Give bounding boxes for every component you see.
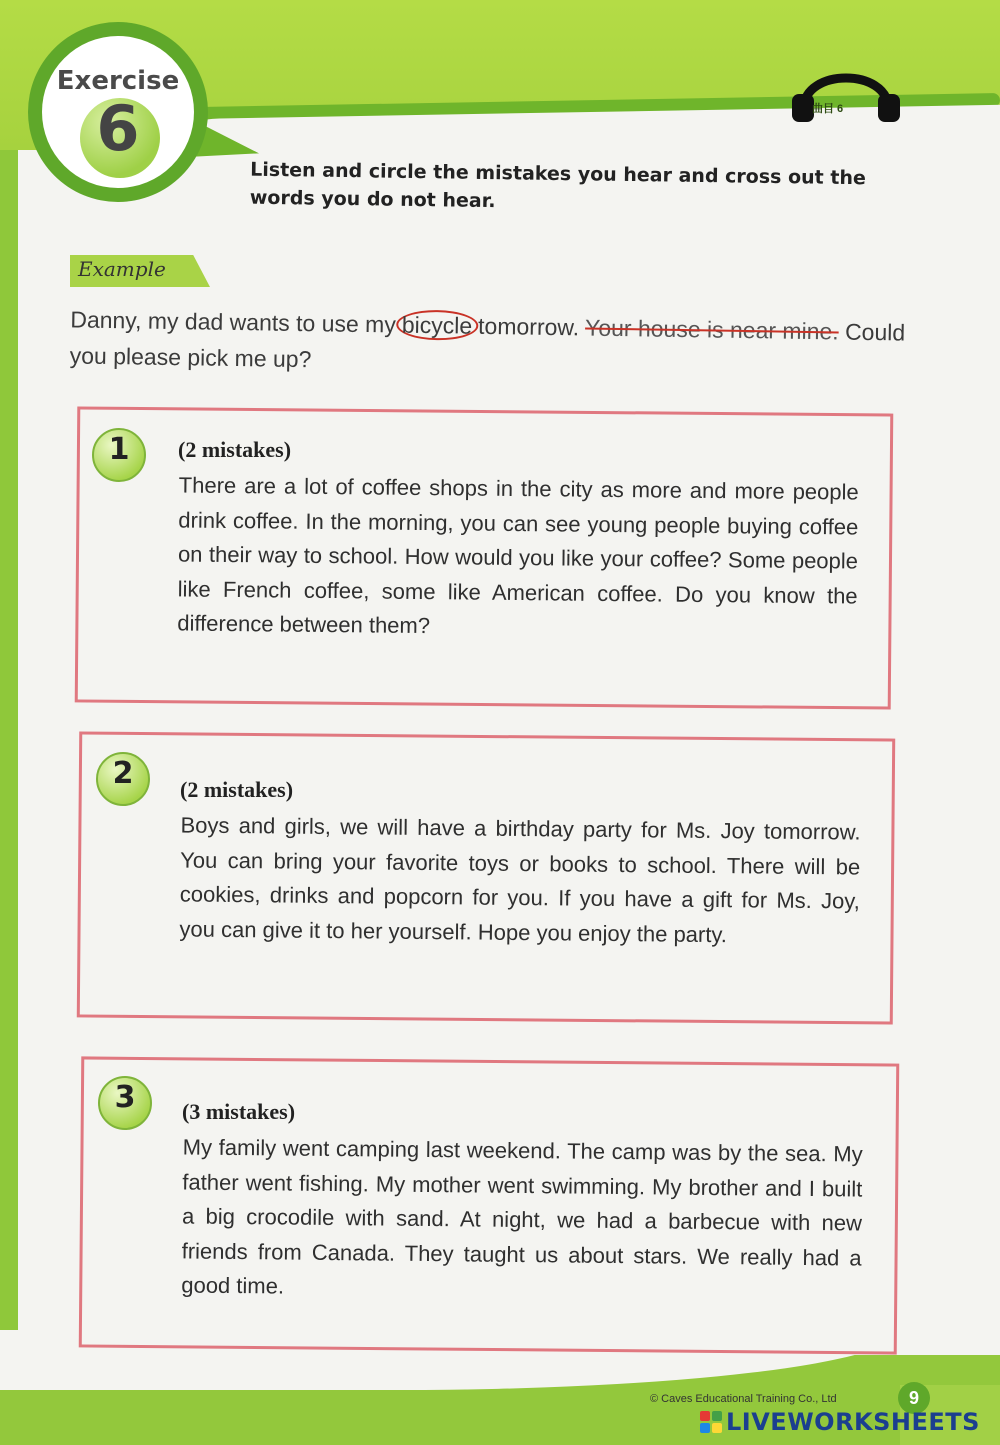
page-number: 9 <box>898 1382 930 1414</box>
example-ending: Could you please pick me up? <box>69 318 906 373</box>
exercise-label: Exercise <box>56 66 180 96</box>
passage-number-3: 3 <box>114 1080 136 1115</box>
example-circled-word: bicycle <box>396 310 479 341</box>
passage-mistakes-1: (2 mistakes) <box>178 437 292 462</box>
example-label: Example <box>78 257 166 281</box>
track-label: 曲目 6 <box>812 103 844 115</box>
passage-number-2: 2 <box>112 756 134 791</box>
headphones-icon[interactable] <box>786 50 906 125</box>
liveworksheets-wordmark: LIVEWORKSHEETS <box>726 1408 980 1436</box>
passage-text-3: My family went camping last weekend. The camp was by the sea. My father went fishing. My mother went swimming. My brother and I built a big crocodile with sand. At night, we had a barbecue with new friends from Canada. They taught us about stars. We really had a good time. <box>181 1134 863 1299</box>
passage-mistakes-3: (3 mistakes) <box>182 1099 296 1124</box>
example-crossed-text: Your house is near mine. <box>584 314 839 345</box>
passage-mistakes-2: (2 mistakes) <box>180 777 294 802</box>
liveworksheets-logo[interactable] <box>700 1408 980 1436</box>
passage-number-1: 1 <box>108 432 130 467</box>
example-after: tomorrow. <box>477 312 580 341</box>
instruction-text: Listen and circle the mistakes you hear and cross out the words you do not hear. <box>249 158 866 213</box>
example-sentence <box>69 301 910 386</box>
passage-text-2: Boys and girls, we will have a birthday party for Ms. Joy tomorrow. You can bring your favorite toys or books to school. There will be cookies, drinks and popcorn for you. If you have a gift for Ms. Joy, you can give it to her yourself. Hope you enjoy the party. <box>179 812 861 947</box>
liveworksheets-icon <box>700 1411 722 1433</box>
copyright-text: © Caves Educational Training Co., Ltd <box>650 1393 837 1405</box>
passage-text-1: There are a lot of coffee shops in the city as more and more people drink coffee. In the morning, you can see young people buying coffee on their way to school. How would you like your coffee? Some people like French coffee, some like American coffee. Do you know the difference between them? <box>177 472 859 639</box>
example-before: Danny, my dad wants to use my <box>70 306 397 338</box>
exercise-number: 6 <box>96 92 140 165</box>
